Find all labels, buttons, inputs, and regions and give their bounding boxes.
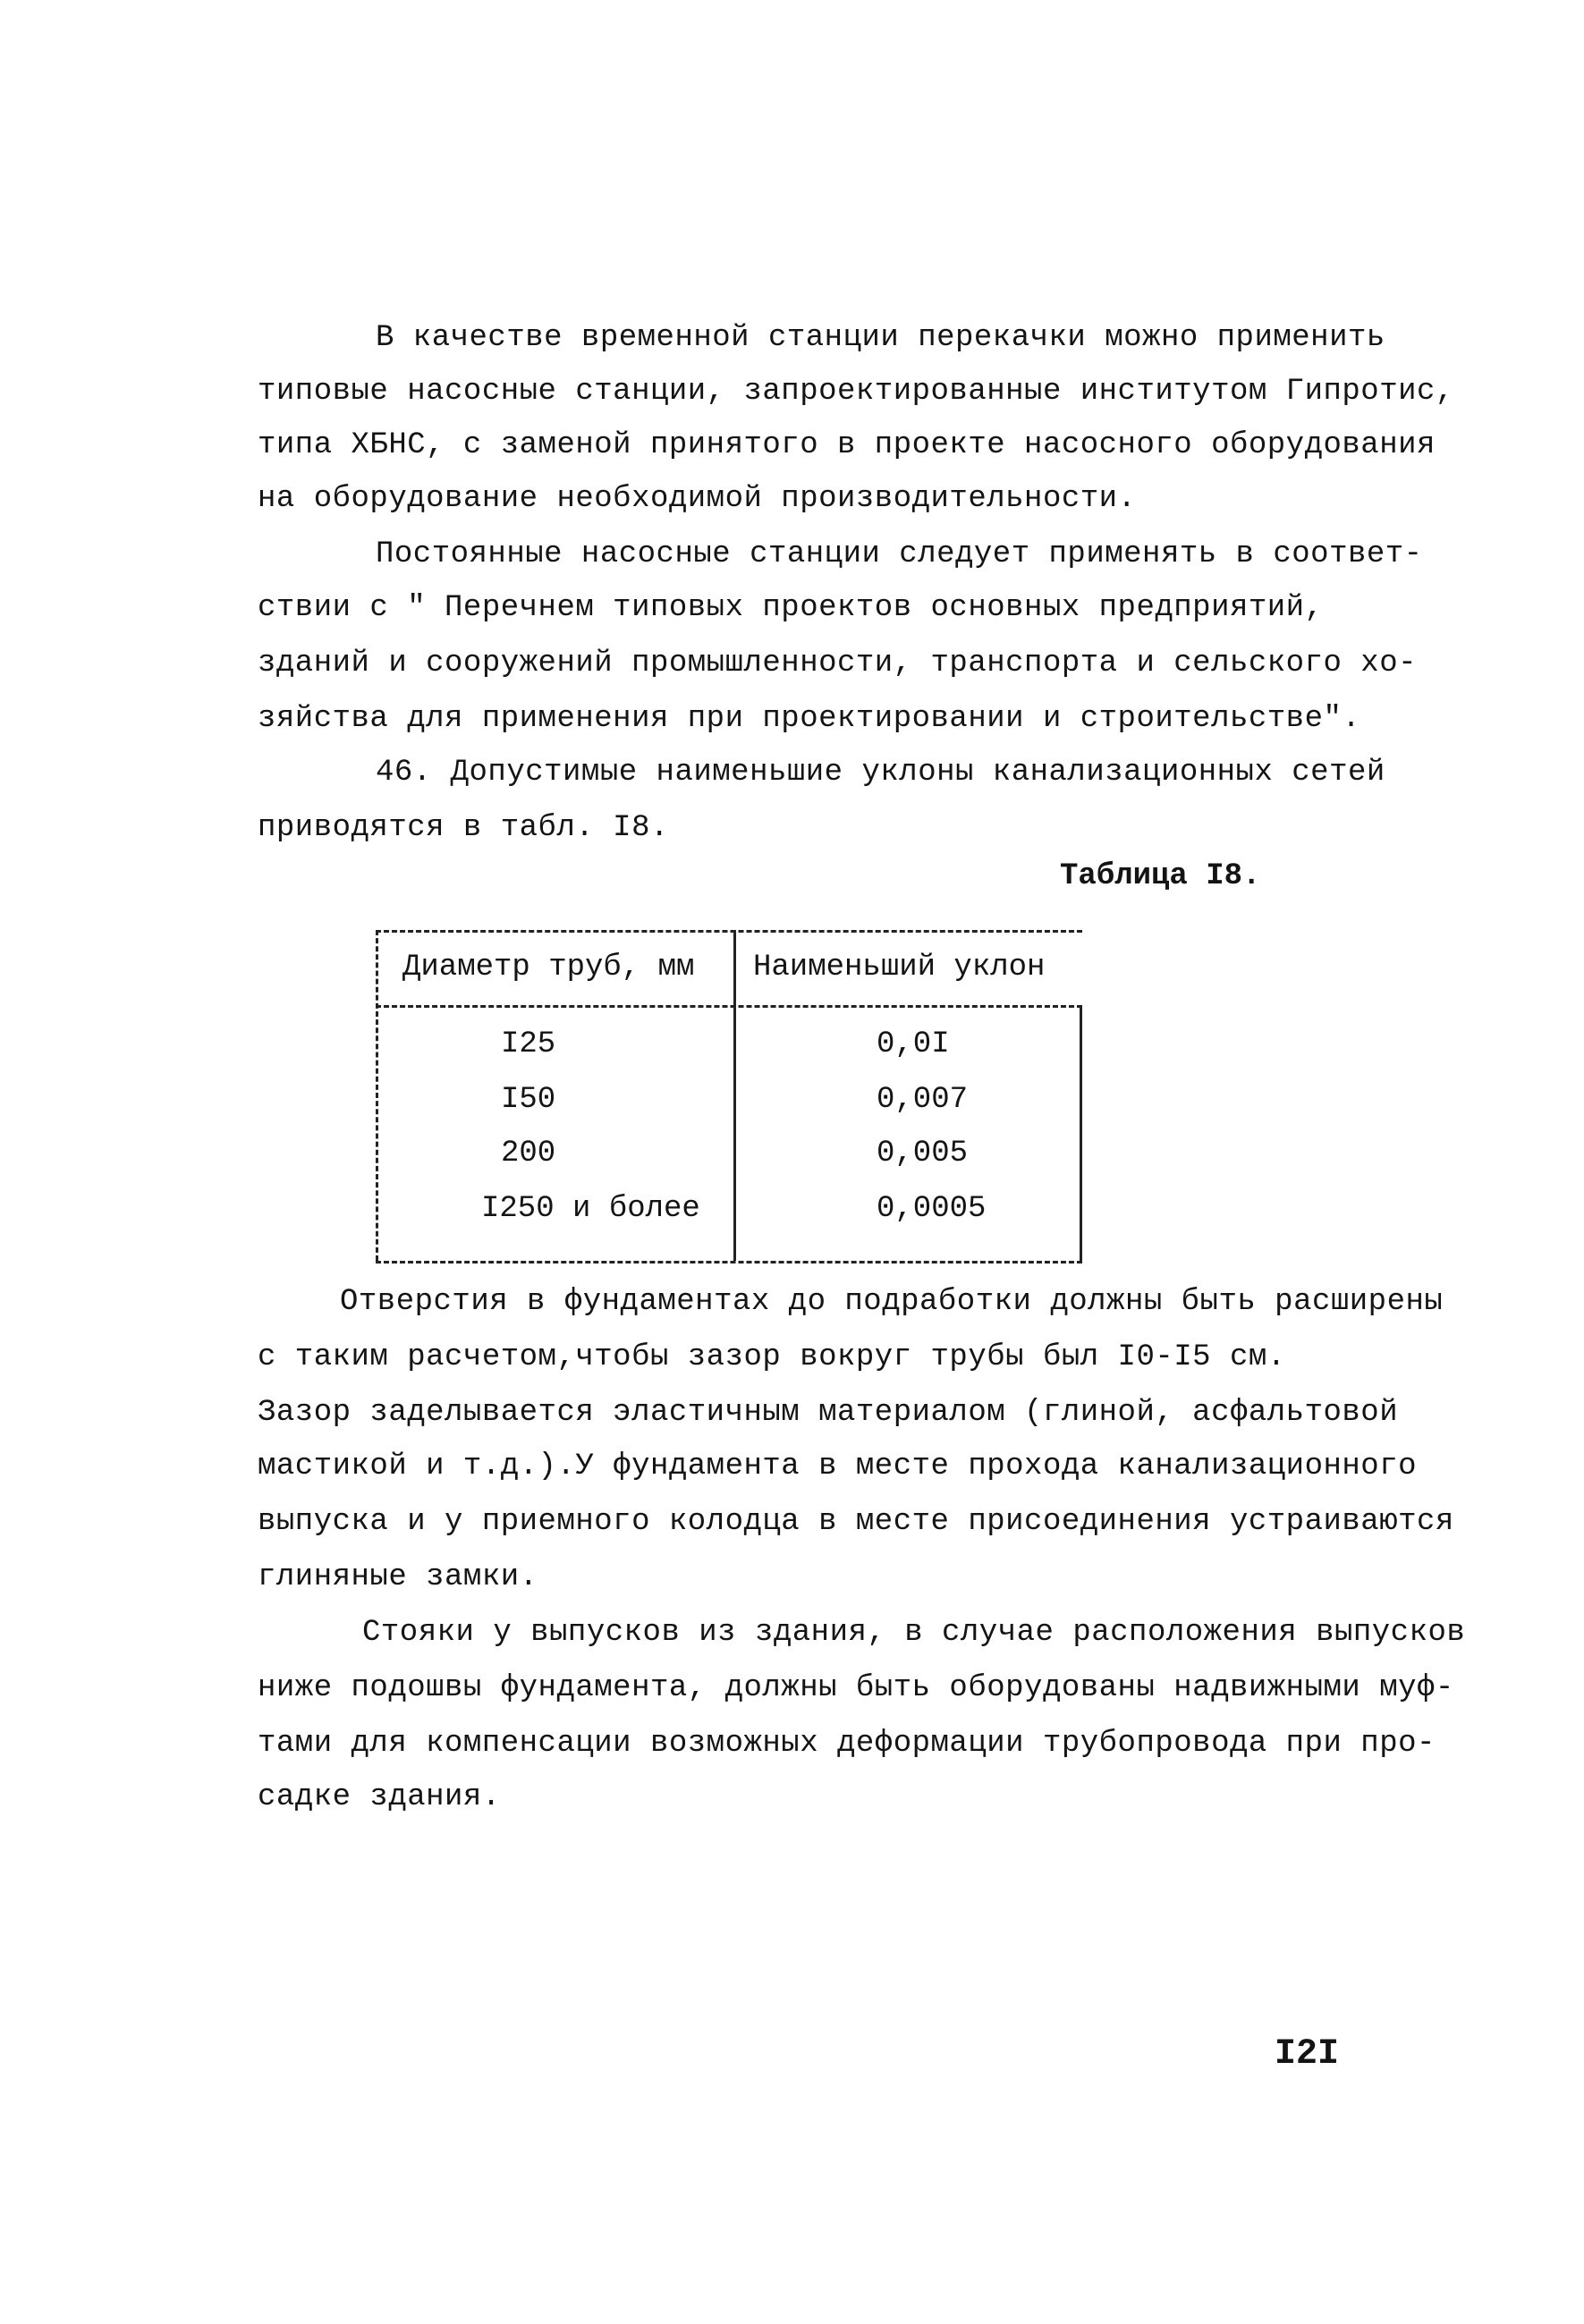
- paragraph-4-line-2: с таким расчетом,чтобы зазор вокруг трубы был I0-I5 см.: [258, 1340, 1286, 1374]
- paragraph-3-line-1: 46. Допустимые наименьшие уклоны канализационных сетей: [376, 756, 1385, 790]
- paragraph-1-line-1: В качестве временной станции перекачки можно применить: [376, 321, 1385, 355]
- paragraph-2-line-1: Постоянные насосные станции следует применять в соответ-: [376, 537, 1423, 571]
- paragraph-2-line-3: зданий и сооружений промышленности, транспорта и сельского хо-: [258, 646, 1418, 680]
- paragraph-5-line-1: Стояки у выпусков из здания, в случае расположения выпусков: [362, 1616, 1466, 1650]
- paragraph-5-line-3: тами для компенсации возможных деформации трубопровода при про-: [258, 1727, 1436, 1761]
- table-cell-slope: 0,005: [877, 1137, 969, 1170]
- table-caption: Таблица I8.: [1060, 859, 1261, 893]
- table-top-border: [376, 930, 1082, 933]
- table-cell-diameter: I250 и более: [481, 1192, 700, 1226]
- table-bottom-border: [376, 1261, 1082, 1263]
- paragraph-5-line-2: ниже подошвы фундамента, должны быть оборудованы надвижными муф-: [258, 1671, 1454, 1705]
- paragraph-4-line-6: глиняные замки.: [258, 1560, 538, 1594]
- table-cell-diameter: 200: [501, 1137, 556, 1170]
- paragraph-5-line-4: садке здания.: [258, 1780, 501, 1814]
- paragraph-1-line-3: типа ХБНС, с заменой принятого в проекте насосного оборудования: [258, 428, 1436, 462]
- paragraph-4-line-1: Отверстия в фундаментах до подработки должны быть расширены: [340, 1285, 1444, 1319]
- slopes-table: [376, 930, 1082, 1270]
- paragraph-4-line-5: выпуска и у приемного колодца в месте присоединения устраиваются: [258, 1505, 1454, 1539]
- paragraph-4-line-3: Зазор заделывается эластичным материалом (глиной, асфальтовой: [258, 1396, 1399, 1430]
- paragraph-4-line-4: мастикой и т.д.).У фундамента в месте прохода канализационного: [258, 1449, 1418, 1483]
- paragraph-3-line-2: приводятся в табл. I8.: [258, 811, 669, 845]
- page-number: I2I: [1275, 2034, 1340, 2075]
- table-header-diameter: Диаметр труб, мм: [402, 951, 695, 985]
- table-cell-diameter: I25: [501, 1027, 556, 1061]
- paragraph-1-line-2: типовые насосные станции, запроектированные институтом Гипротис,: [258, 375, 1454, 409]
- table-header-slope: Наименьший уклон: [753, 951, 1046, 985]
- paragraph-1-line-4: на оборудование необходимой производительности.: [258, 482, 1137, 516]
- paragraph-2-line-2: ствии с " Перечнем типовых проектов основных предприятий,: [258, 591, 1324, 625]
- table-cell-slope: 0,0I: [877, 1027, 950, 1061]
- table-header-separator: [376, 1005, 1082, 1008]
- table-left-border: [376, 930, 378, 1261]
- table-column-divider: [733, 930, 736, 1261]
- paragraph-2-line-4: зяйства для применения при проектировании и строительстве".: [258, 702, 1361, 736]
- table-cell-diameter: I50: [501, 1083, 556, 1117]
- table-cell-slope: 0,007: [877, 1083, 969, 1117]
- table-cell-slope: 0,0005: [877, 1192, 987, 1226]
- table-right-border: [1080, 1005, 1082, 1261]
